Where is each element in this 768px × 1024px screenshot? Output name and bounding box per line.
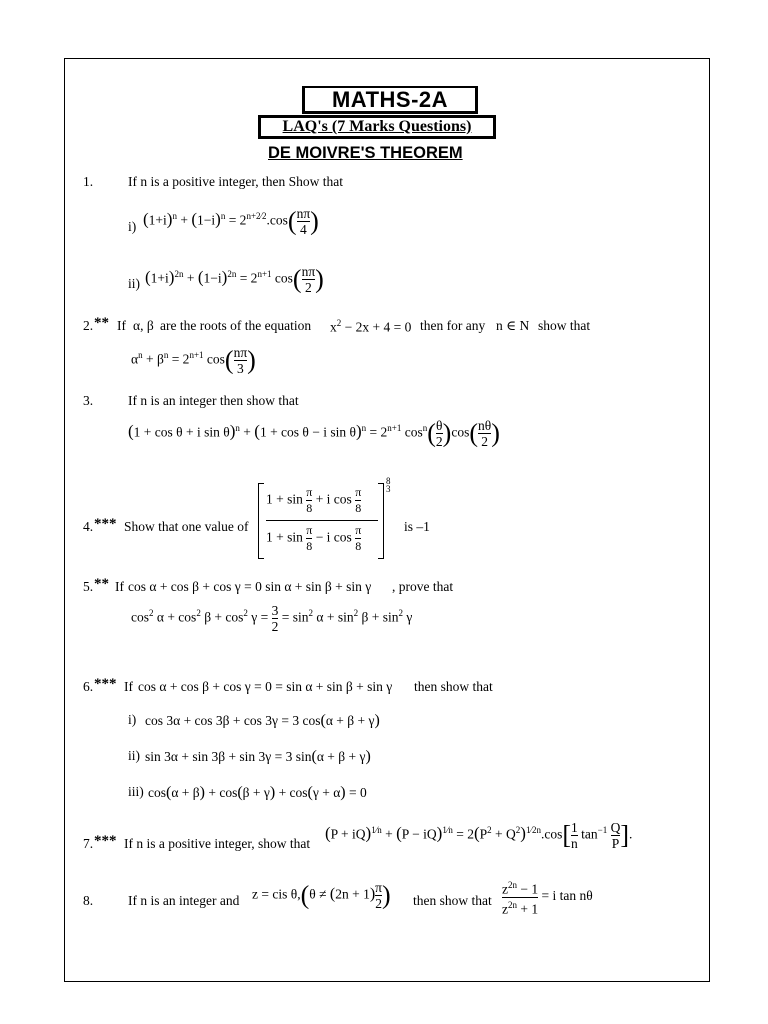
question-text: If [124,679,133,694]
formula-q8: $\frac{z^{2n} - 1}{z^{2n} + 1}$ = i tan nθ [502,880,593,916]
formula-q1-i: $(1+i)^n + (1-i)^n = 2^{n+2⁄2}.\cos$( $\frac{n\pi}{4}$ ) [143,206,319,237]
question-text: , prove that [392,579,454,594]
part-label: i) [128,219,137,234]
part-label: ii) [128,276,140,291]
topic-title: DE MOIVRE'S THEOREM [268,144,463,162]
question-tail: is –1 [404,519,430,534]
question-stars: ** [94,315,109,331]
question-text: If n is a positive integer, then Show that [128,174,344,189]
question-number: 7. [83,836,94,851]
question-text: If [117,318,126,333]
formula-equation: $x^2 - 2x + 4 = 0$ [330,318,412,335]
formula-q5-cond: cos α + cos β + cos γ = 0 sin α + sin β + sin γ [128,579,372,594]
question-number: 2. [83,318,94,333]
question-stars: *** [94,516,117,532]
question-number: 3. [83,393,94,408]
question-text: If n is an integer then show that [128,393,299,408]
part-label: iii) [128,784,144,799]
question-number: 8. [83,893,94,908]
part-label: ii) [128,748,140,763]
question-text: Show that one value of [124,519,249,534]
formula-q4: 1 + sin $\frac{\pi}{8}$ + i cos $\frac{\pi}{8}$ 1 + sin $\frac{\pi}{8}$ − i cos $\frac{\pi}{8}$ 8 3 [258,483,388,559]
formula-q6-iii: cos(α + β) + cos(β + γ) + cos(γ + α) = 0 [148,784,367,801]
formula-n-in-N: n ∈ N [496,318,530,333]
question-number: 4. [83,519,94,534]
question-text: are the roots of the equation [160,318,312,333]
formula-q6-i: cos 3α + cos 3β + cos 3γ = 3 cos(α + β + γ) [145,712,380,729]
formula-q3: (1 + cos θ + i sin θ)$^n$ + (1 + cos θ − i $\sin \theta)^n = 2^{n+1}$ $\cos^n$( $\frac{\theta}{2}$ )cos( $\frac{n\theta}{2}$ ) [128,418,500,449]
formula-q6-cond: cos α + cos β + cos γ = 0 = sin α + sin β + sin γ [138,679,393,694]
formula-alpha-beta: α, β [133,318,154,333]
part-label: i) [128,712,137,727]
formula-q6-ii: sin 3α + sin 3β + sin 3γ = 3 sin(α + β + γ) [145,748,371,765]
question-text: If [115,579,124,594]
formula-q8-cond: z = cis θ,(θ ≠ (2n + 1) $\frac{\pi}{2}$ ) [252,880,391,911]
question-number: 6. [83,679,94,694]
subject-title: MATHS-2A [302,86,478,114]
formula-q7: $(P + iQ)^{1⁄n} + (P - iQ)^{1⁄n} = 2(P^2 + Q^2)^{1⁄2n}.\cos$[ $\frac{1}{n}$ $\tan^{-1}$ $\frac{Q}{P}$ ]. [325,820,633,851]
question-stars: ** [94,576,109,592]
formula-q5: $\cos^2 \alpha + \cos^2 \beta + \cos^2 \gamma$ = $\frac{3}{2}$ = $\sin^2 \alpha + \sin^2 \beta + \sin^2 \gamma$ [131,603,413,634]
section-subtitle: LAQ's (7 Marks Questions) [258,115,496,139]
question-text: then show that [413,893,492,908]
question-stars: *** [94,833,117,849]
question-text: If n is a positive integer, show that [124,836,311,851]
question-stars: *** [94,676,117,692]
question-text: If n is an integer and [128,893,240,908]
question-text: then for any [420,318,486,333]
question-text: then show that [414,679,493,694]
formula-q1-ii: $(1+i)^{2n} + (1-i)^{2n} = 2^{n+1}$ cos( $\frac{n\pi}{2}$ ) [145,264,324,295]
formula-q2: $\alpha^n + \beta^n = 2^{n+1}$ cos( $\frac{n\pi}{3}$ ) [131,345,256,376]
question-number: 1. [83,174,94,189]
question-number: 5. [83,579,94,594]
question-text: show that [538,318,591,333]
